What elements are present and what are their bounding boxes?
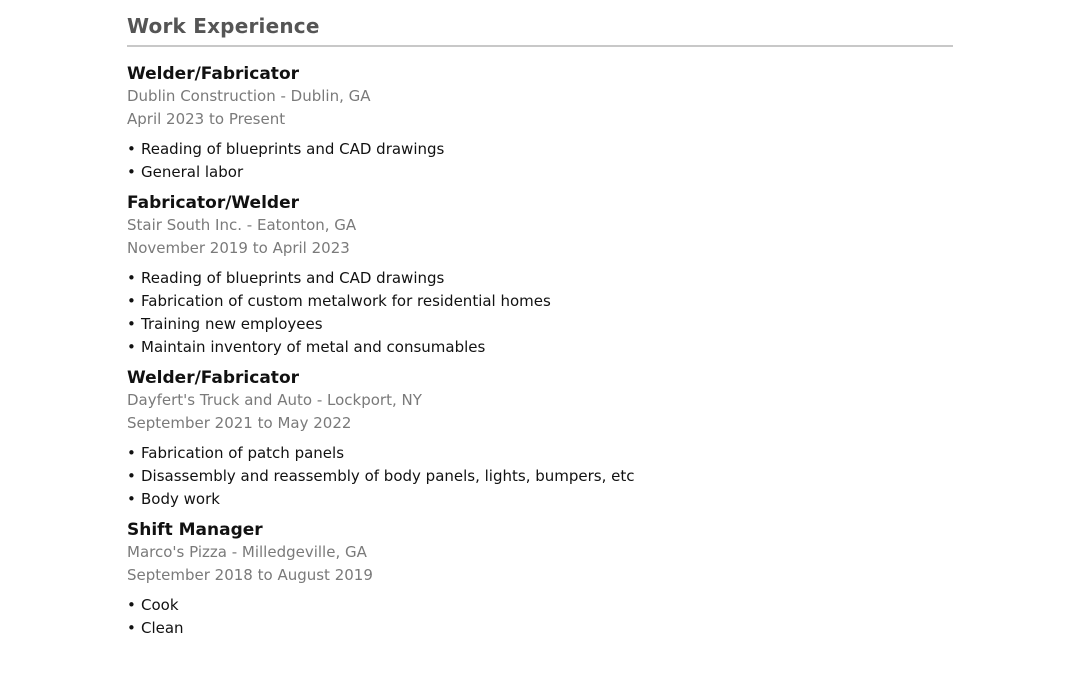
duty-text: Cook <box>141 596 179 614</box>
duty-list <box>127 594 953 640</box>
duty-item <box>127 313 953 336</box>
bullet-icon: • <box>127 467 136 485</box>
bullet-icon: • <box>127 292 136 310</box>
job-entry <box>127 192 953 359</box>
job-title: Welder/Fabricator <box>127 64 300 84</box>
bullet-icon: • <box>127 619 136 637</box>
bullet-icon: • <box>127 596 136 614</box>
duty-item <box>127 594 953 617</box>
bullet-icon: • <box>127 338 136 356</box>
duty-item <box>127 161 953 184</box>
bullet-icon: • <box>127 444 136 462</box>
duty-text: Fabrication of custom metalwork for residential homes <box>141 292 551 310</box>
duty-item <box>127 465 953 488</box>
duty-item <box>127 290 953 313</box>
job-company: Stair South Inc. <box>127 216 243 234</box>
job-location: Milledgeville, GA <box>241 543 367 561</box>
duty-text: Disassembly and reassembly of body panels, lights, bumpers, etc <box>141 467 635 485</box>
duty-list <box>127 267 953 359</box>
duty-item <box>127 138 953 161</box>
bullet-icon: • <box>127 140 136 158</box>
job-location: Lockport, NY <box>327 391 422 409</box>
resume-page <box>127 0 953 648</box>
job-title: Fabricator/Welder <box>127 193 300 213</box>
duty-item <box>127 617 953 640</box>
job-entry <box>127 367 953 511</box>
duty-text: Fabrication of patch panels <box>141 444 345 462</box>
job-dates: September 2018 to August 2019 <box>127 566 373 584</box>
job-company: Dayfert's Truck and Auto <box>127 391 313 409</box>
duty-text: Training new employees <box>141 315 323 333</box>
duty-item <box>127 267 953 290</box>
job-dates: September 2021 to May 2022 <box>127 414 352 432</box>
bullet-icon: • <box>127 490 136 508</box>
job-location: Dublin, GA <box>290 87 371 105</box>
duty-text: Reading of blueprints and CAD drawings <box>141 140 445 158</box>
bullet-icon: • <box>127 269 136 287</box>
bullet-icon: • <box>127 315 136 333</box>
duty-text: Body work <box>141 490 220 508</box>
duty-item <box>127 442 953 465</box>
job-location: Eatonton, GA <box>256 216 357 234</box>
job-company: Marco's Pizza <box>127 543 227 561</box>
duty-text: Maintain inventory of metal and consumables <box>141 338 486 356</box>
job-company-location: Dublin Construction - Dublin, GA <box>127 87 371 105</box>
job-company: Dublin Construction <box>127 87 276 105</box>
job-company-location: Marco's Pizza - Milledgeville, GA <box>127 543 367 561</box>
duty-text: Clean <box>141 619 184 637</box>
duty-text: Reading of blueprints and CAD drawings <box>141 269 445 287</box>
duty-item <box>127 336 953 359</box>
job-dates: November 2019 to April 2023 <box>127 239 350 257</box>
section-divider <box>127 45 953 47</box>
job-dates: April 2023 to Present <box>127 110 286 128</box>
job-title: Shift Manager <box>127 520 263 540</box>
duty-list <box>127 138 953 184</box>
job-company-location: Stair South Inc. - Eatonton, GA <box>127 216 357 234</box>
job-title: Welder/Fabricator <box>127 368 300 388</box>
duty-item <box>127 488 953 511</box>
bullet-icon: • <box>127 163 136 181</box>
job-company-location: Dayfert's Truck and Auto - Lockport, NY <box>127 391 422 409</box>
duty-list <box>127 442 953 511</box>
job-entry <box>127 519 953 640</box>
duty-text: General labor <box>141 163 244 181</box>
section-title: Work Experience <box>127 14 320 38</box>
job-entry <box>127 63 953 184</box>
